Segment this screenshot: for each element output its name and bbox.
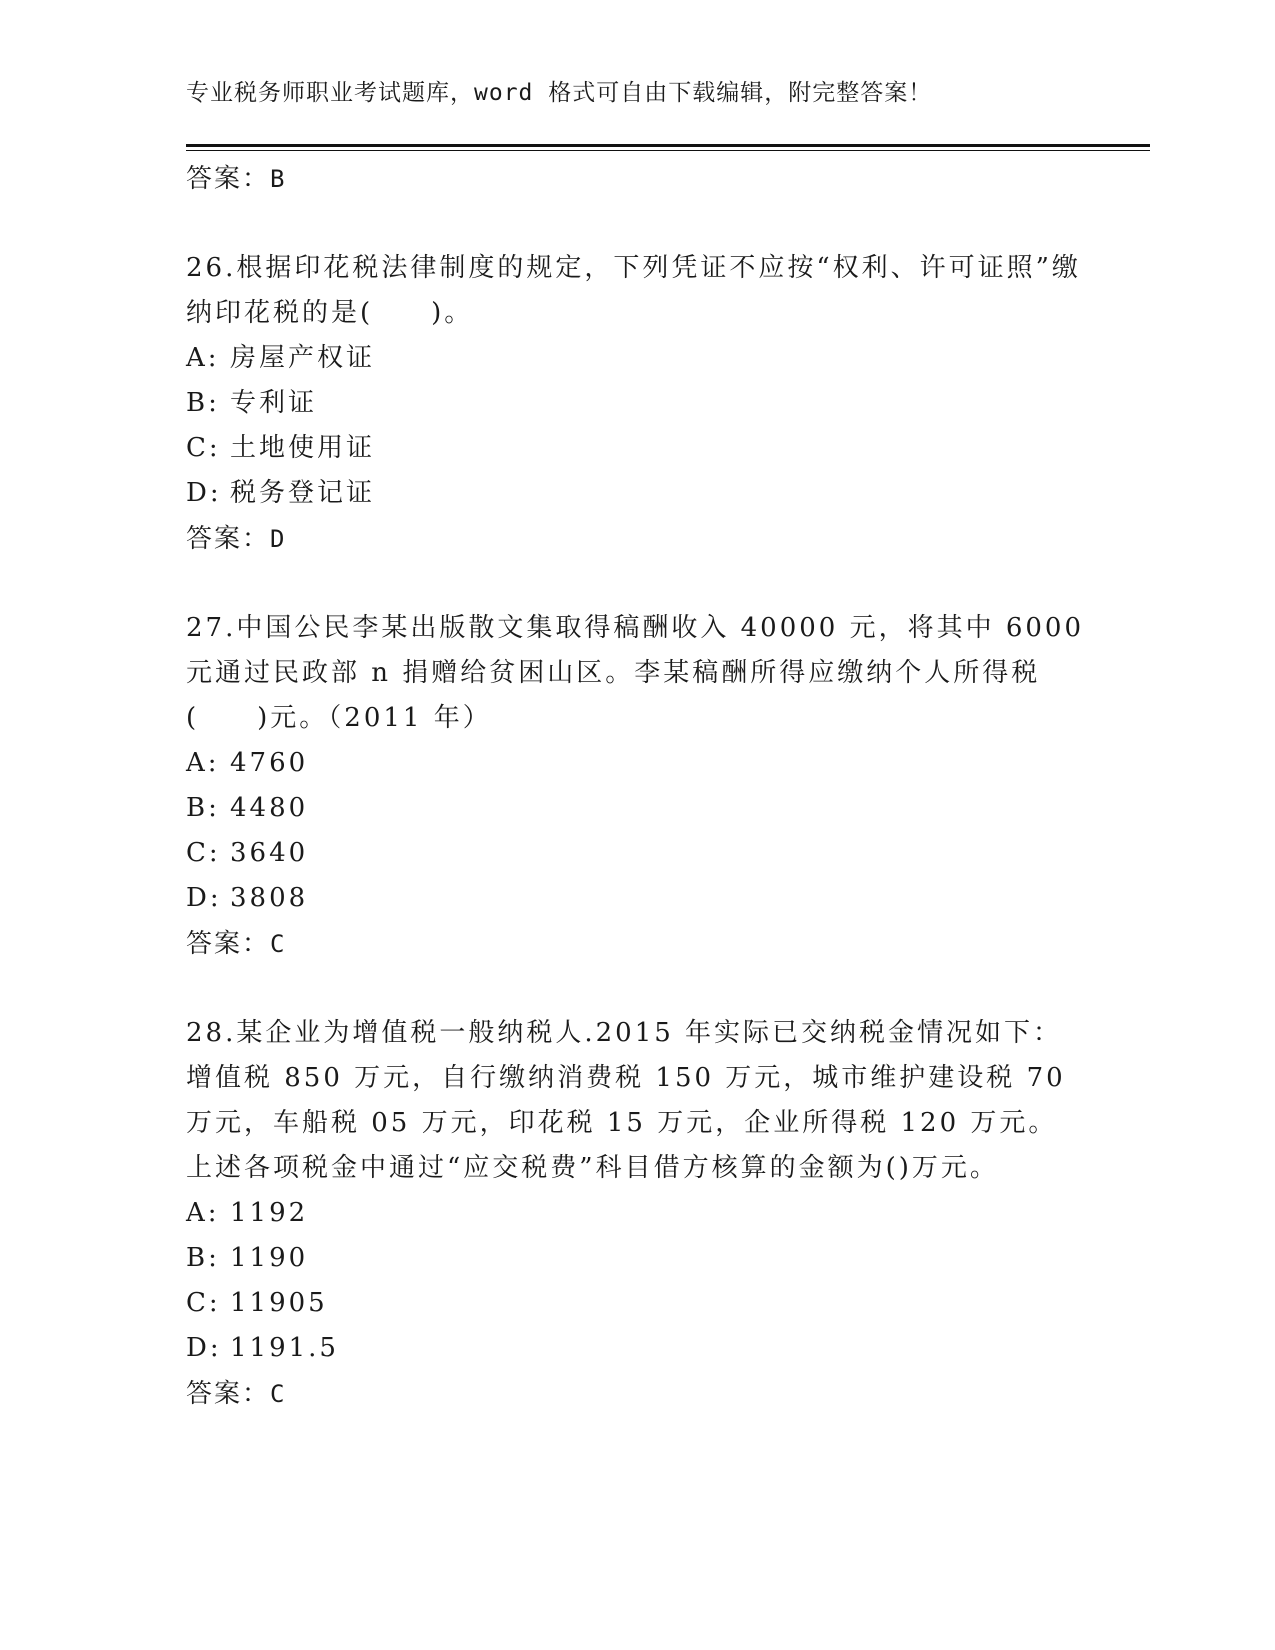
question-text: 28.某企业为增值税一般纳税人.2015 年实际已交纳税金情况如下：增值税 850 万元，自行缴纳消费税 150 万元，城市维护建设税 70 万元，车船税 05 万元，印花税 15 万元，企业所得税 120 万元。上述各项税金中通过“应交税费”科目借方核算的金额为()万元。 <box>186 1018 1066 1183</box>
question-list <box>186 246 1086 1417</box>
option-item <box>186 381 1086 426</box>
header-rule-thick <box>186 144 1150 147</box>
option-key: B: <box>186 1243 220 1273</box>
answer-label: 答案： <box>186 1379 271 1409</box>
option-key: C: <box>186 433 221 463</box>
option-key: B: <box>186 388 220 418</box>
option-text: 税务登记证 <box>230 478 376 508</box>
option-item <box>186 1326 1086 1371</box>
question-text: 27.中国公民李某出版散文集取得稿酬收入 40000 元，将其中 6000 元通过民政部 n 捐赠给贫困山区。李某稿酬所得应缴纳个人所得税( )元。（2011 年） <box>186 613 1085 733</box>
option-item <box>186 741 1086 786</box>
option-text: 1191.5 <box>230 1333 339 1363</box>
answer-label: 答案： <box>186 164 271 194</box>
answer-label: 答案： <box>186 524 271 554</box>
answer-label: 答案： <box>186 929 271 959</box>
answer-value: C <box>270 1380 287 1408</box>
option-text: 1192 <box>230 1198 309 1228</box>
option-key: A: <box>186 748 220 778</box>
option-item <box>186 426 1086 471</box>
answer-line <box>186 156 1086 202</box>
option-key: D: <box>186 478 222 508</box>
question-block <box>186 246 1086 562</box>
page-header: 专业税务师职业考试题库，word 格式可自由下载编辑，附完整答案！ <box>186 80 933 106</box>
option-text: 4480 <box>230 793 309 823</box>
header-rule-thin <box>186 150 1150 151</box>
option-text: 土地使用证 <box>230 433 376 463</box>
answer-value: C <box>270 930 287 958</box>
option-text: 3640 <box>230 838 309 868</box>
answer-line <box>186 921 1086 967</box>
option-item <box>186 786 1086 831</box>
question-block <box>186 1011 1086 1417</box>
option-text: 11905 <box>230 1288 328 1318</box>
option-key: C: <box>186 838 221 868</box>
option-item <box>186 1191 1086 1236</box>
question-text: 26.根据印花税法律制度的规定，下列凭证不应按“权利、许可证照”缴纳印花税的是( )。 <box>186 253 1081 328</box>
answer-value: B <box>270 165 287 193</box>
option-key: D: <box>186 1333 222 1363</box>
option-text: 4760 <box>230 748 309 778</box>
option-item <box>186 336 1086 381</box>
option-key: A: <box>186 1198 220 1228</box>
question-block <box>186 606 1086 967</box>
answer-line <box>186 516 1086 562</box>
option-item <box>186 1236 1086 1281</box>
option-key: B: <box>186 793 220 823</box>
option-item <box>186 1281 1086 1326</box>
option-key: A: <box>186 343 220 373</box>
option-text: 1190 <box>230 1243 309 1273</box>
document-body <box>186 156 1086 1417</box>
answer-line <box>186 1371 1086 1417</box>
option-text: 专利证 <box>230 388 318 418</box>
option-item <box>186 831 1086 876</box>
option-key: C: <box>186 1288 221 1318</box>
option-item <box>186 876 1086 921</box>
answer-value: D <box>270 525 287 553</box>
option-item <box>186 471 1086 516</box>
option-text: 3808 <box>230 883 309 913</box>
option-key: D: <box>186 883 222 913</box>
option-text: 房屋产权证 <box>230 343 376 373</box>
